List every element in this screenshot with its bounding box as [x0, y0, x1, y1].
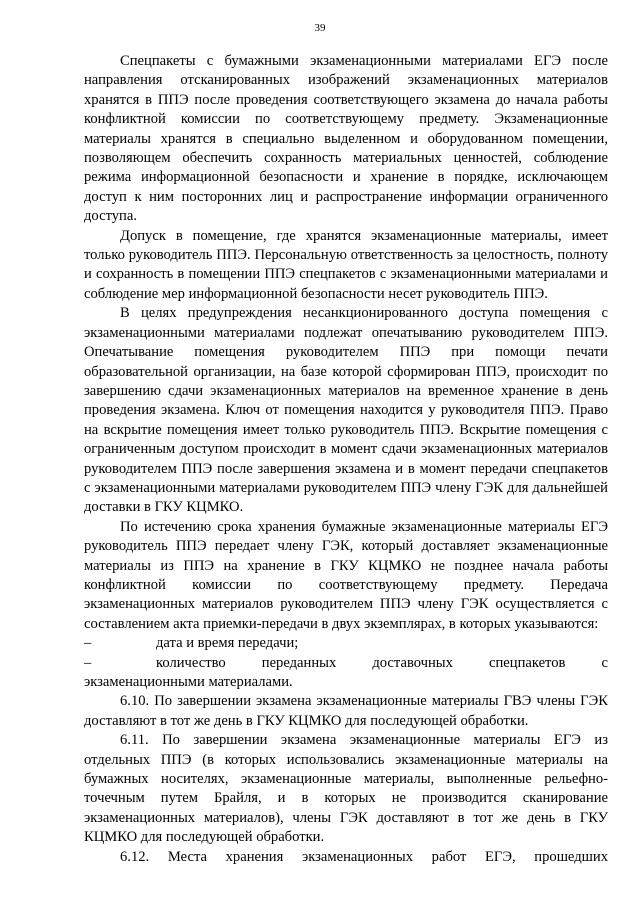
list-item: [84, 634, 608, 653]
list-dash: –: [84, 635, 92, 652]
paragraph-transfer: По истечению срока хранения бумажные экзаменационные материалы ЕГЭ руководитель ППЭ передает члену ГЭК, который доставляет экзаменационные материалы из ППЭ на хранение в ГКУ КЦМКО не позднее начала работы конфликтной комиссии по соответствующему предмету. Передача экзаменационных материалов руководителем ППЭ члену ГЭК осуществляется с составлением акта приемки-передачи в двух экземплярах, в которых указываются:: [84, 518, 608, 632]
section-6-12: 6.12. Места хранения экзаменационных работ ЕГЭ, прошедших: [120, 848, 608, 865]
list-item-continuation: экзаменационными материалами.: [84, 674, 293, 690]
page-number: 39: [314, 22, 326, 34]
section-6-11: 6.11. По завершении экзамена экзаменационные материалы ЕГЭ из отдельных ППЭ (в которых использовались экзаменационные материалы на бумажных носителях, экзаменационные материалы, выполненные рельефно-точечным путем Брайля, и в которых не производится сканирование экзаменационных материалов), члены ГЭК доставляют в тот же день в ГКУ КЦМКО для последующей обработки.: [84, 732, 608, 846]
list-dash: –: [84, 654, 92, 671]
paragraph-sealing: В целях предупреждения несанкционированного доступа помещения с экзаменационными материалами подлежат опечатыванию руководителем ППЭ. Опечатывание помещения руководителем ППЭ при помощи печати образовательной организации, на базе которой сформирован ППЭ, происходит по завершению сдачи экзаменационных материалов на временное хранение в день проведения экзамена. Ключ от помещения находится у руководителя ППЭ. Право на вскрытие помещения имеет только руководитель ППЭ. Вскрытие помещения с ограниченным доступом происходит в момент сдачи экзаменационных материалов руководителем ППЭ после завершения экзамена и в момент передачи спецпакетов с экзаменационными материалами руководителем ППЭ члену ГЭК для дальнейшей доставки в ГКУ КЦМКО.: [84, 305, 608, 516]
document-body: [84, 52, 608, 867]
list-item-text: количество переданных доставочных спецпакетов с: [156, 654, 608, 671]
list-item-text: дата и время передачи;: [156, 635, 299, 652]
paragraph-storage: Спецпакеты с бумажными экзаменационными материалами ЕГЭ после направления отсканированных изображений экзаменационных материалов хранятся в ППЭ после проведения соответствующего экзамена до начала работы конфликтной комиссии по соответствующему предмету. Экзаменационные материалы хранятся в специально выделенном и оборудованном помещении, позволяющем обеспечить сохранность материальных ценностей, соблюдение режима информационной безопасности и хранение в порядке, исключающем доступ к ним посторонних лиц и распространение информации ограниченного доступа.: [84, 53, 608, 225]
list-item: [84, 654, 608, 673]
paragraph-access: Допуск в помещение, где хранятся экзаменационные материалы, имеет только руководитель ППЭ. Персональную ответственность за целостность, полноту и сохранность в помещении ППЭ спецпакетов с экзаменационными материалами и соблюдение мер информационной безопасности несет руководитель ППЭ.: [84, 227, 608, 302]
section-6-10: 6.10. По завершении экзамена экзаменационные материалы ГВЭ члены ГЭК доставляют в тот же день в ГКУ КЦМКО для последующей обработки.: [84, 693, 608, 729]
